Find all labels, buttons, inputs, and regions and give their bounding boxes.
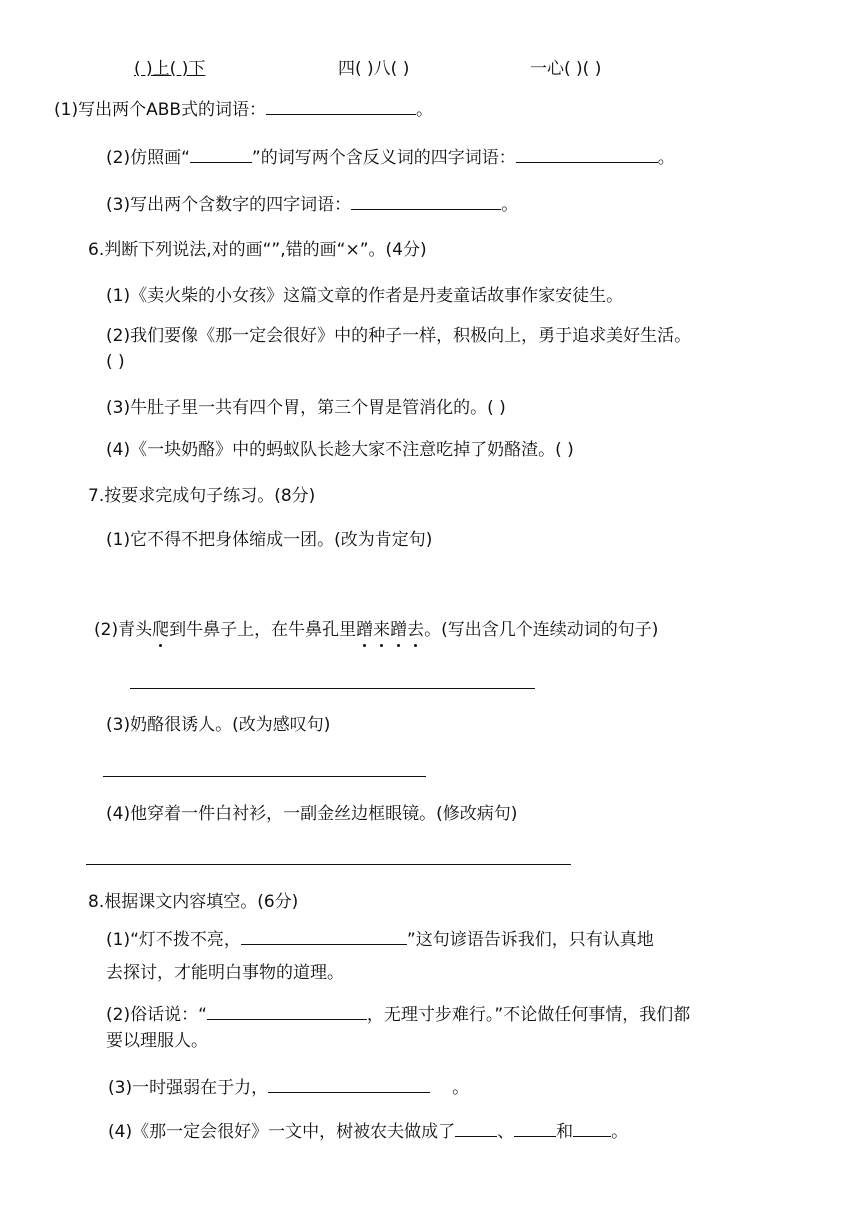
q8-s3-period: 。 bbox=[452, 1078, 470, 1098]
q8-s1-blank[interactable] bbox=[241, 928, 407, 945]
q5-sub3-period: 。 bbox=[501, 195, 519, 215]
q8-s4-blank-3[interactable] bbox=[573, 1120, 611, 1137]
q5-sub2-blank[interactable] bbox=[516, 146, 658, 163]
q7-s2-text-c: 到牛鼻子上，在牛鼻孔里 bbox=[169, 620, 357, 640]
q8-s2-text-b: ，无理寸步难行。”不论做任何事情，我们都 bbox=[366, 1005, 691, 1025]
q5-sub2-text-b: ”的词写两个含反义词的四字词语： bbox=[251, 148, 516, 168]
q7-s2-text-a: (2)青头 bbox=[94, 620, 153, 640]
q5-sub3 bbox=[106, 193, 518, 216]
q8-s1-text-b: ”这句谚语告诉我们，只有认真地 bbox=[406, 930, 654, 950]
q5-sub1-blank[interactable] bbox=[266, 98, 416, 115]
q7-s2-dotted-char: 蹭 bbox=[390, 620, 408, 640]
q8-s3-text: (3)一时强弱在于力， bbox=[108, 1078, 269, 1098]
q7-s2-dotted-char: 爬 bbox=[152, 620, 170, 640]
q6-statement-1: (1)《卖火柴的小女孩》这篇文章的作者是丹麦童话故事作家安徒生。 bbox=[106, 286, 624, 306]
fill-item-shang-xia: ( )上( )下 bbox=[134, 59, 206, 79]
q7-s2-dotted-char: 来 bbox=[373, 620, 391, 640]
q7-s2-dotted-char: 去 bbox=[407, 620, 425, 640]
q5-sub1-text: (1)写出两个ABB式的词语： bbox=[54, 100, 267, 120]
q8-item-3 bbox=[108, 1076, 469, 1099]
q7-s2-answer-line[interactable] bbox=[130, 688, 535, 689]
q7-sentence-2 bbox=[94, 619, 658, 641]
q6-title: 6.判断下列说法,对的画“”,错的画“×”。(4分) bbox=[88, 240, 427, 260]
q7-sentence-1: (1)它不得不把身体缩成一团。(改为肯定句) bbox=[106, 530, 433, 550]
q8-s4-sep-1: 、 bbox=[497, 1122, 515, 1142]
q8-item-2-cont: 要以理服人。 bbox=[106, 1031, 208, 1051]
q7-s4-answer-line[interactable] bbox=[86, 864, 571, 865]
q8-item-1-cont: 去探讨，才能明白事物的道理。 bbox=[106, 963, 344, 983]
q8-item-1 bbox=[106, 928, 654, 951]
fill-item-si-ba: 四( )八( ) bbox=[338, 59, 410, 79]
q8-s4-blank-1[interactable] bbox=[455, 1120, 497, 1137]
q8-s2-text-a: (2)俗话说：“ bbox=[106, 1005, 207, 1025]
q5-sub2-text-a: (2)仿照画“ bbox=[106, 148, 190, 168]
q5-sub2-period: 。 bbox=[657, 148, 675, 168]
q5-sub1 bbox=[54, 98, 433, 121]
q8-s4-sep-2: 和 bbox=[556, 1122, 574, 1142]
q5-sub2 bbox=[106, 146, 675, 169]
q5-sub3-blank[interactable] bbox=[351, 193, 501, 210]
q8-item-2 bbox=[106, 1003, 690, 1026]
q5-sub1-period: 。 bbox=[416, 100, 434, 120]
q7-s2-text-e: 。(写出含几个连续动词的句子) bbox=[424, 620, 659, 640]
q6-statement-3: (3)牛肚子里一共有四个胃，第三个胃是管消化的。( ) bbox=[106, 398, 506, 418]
q7-s3-answer-line[interactable] bbox=[103, 776, 426, 777]
q6-statement-4: (4)《一块奶酪》中的蚂蚁队长趁大家不注意吃掉了奶酪渣。( ) bbox=[106, 440, 574, 460]
q8-s4-period: 。 bbox=[611, 1122, 629, 1142]
q8-s4-blank-2[interactable] bbox=[514, 1120, 556, 1137]
q7-s2-dotted-char: 蹭 bbox=[356, 620, 374, 640]
q5-sub2-mark-blank bbox=[190, 146, 252, 163]
q7-sentence-4: (4)他穿着一件白衬衫，一副金丝边框眼镜。(修改病句) bbox=[106, 804, 518, 824]
fill-item-yi-xin: 一心( )( ) bbox=[530, 59, 602, 79]
q8-s2-blank[interactable] bbox=[207, 1003, 367, 1020]
q7-title: 7.按要求完成句子练习。(8分) bbox=[88, 486, 316, 506]
q6-statement-2: (2)我们要像《那一定会很好》中的种子一样，积极向上，勇于追求美好生活。 bbox=[106, 326, 692, 346]
q8-s4-text: (4)《那一定会很好》一文中，树被农夫做成了 bbox=[108, 1122, 456, 1142]
q7-sentence-3: (3)奶酪很诱人。(改为感叹句) bbox=[106, 715, 331, 735]
q8-title: 8.根据课文内容填空。(6分) bbox=[88, 892, 299, 912]
q8-s1-text-a: (1)“灯不拨不亮， bbox=[106, 930, 241, 950]
q6-statement-2-paren[interactable]: ( ) bbox=[106, 352, 125, 372]
q8-item-4 bbox=[108, 1120, 628, 1143]
q5-sub3-text: (3)写出两个含数字的四字词语： bbox=[106, 195, 352, 215]
q8-s3-blank[interactable] bbox=[268, 1076, 430, 1093]
